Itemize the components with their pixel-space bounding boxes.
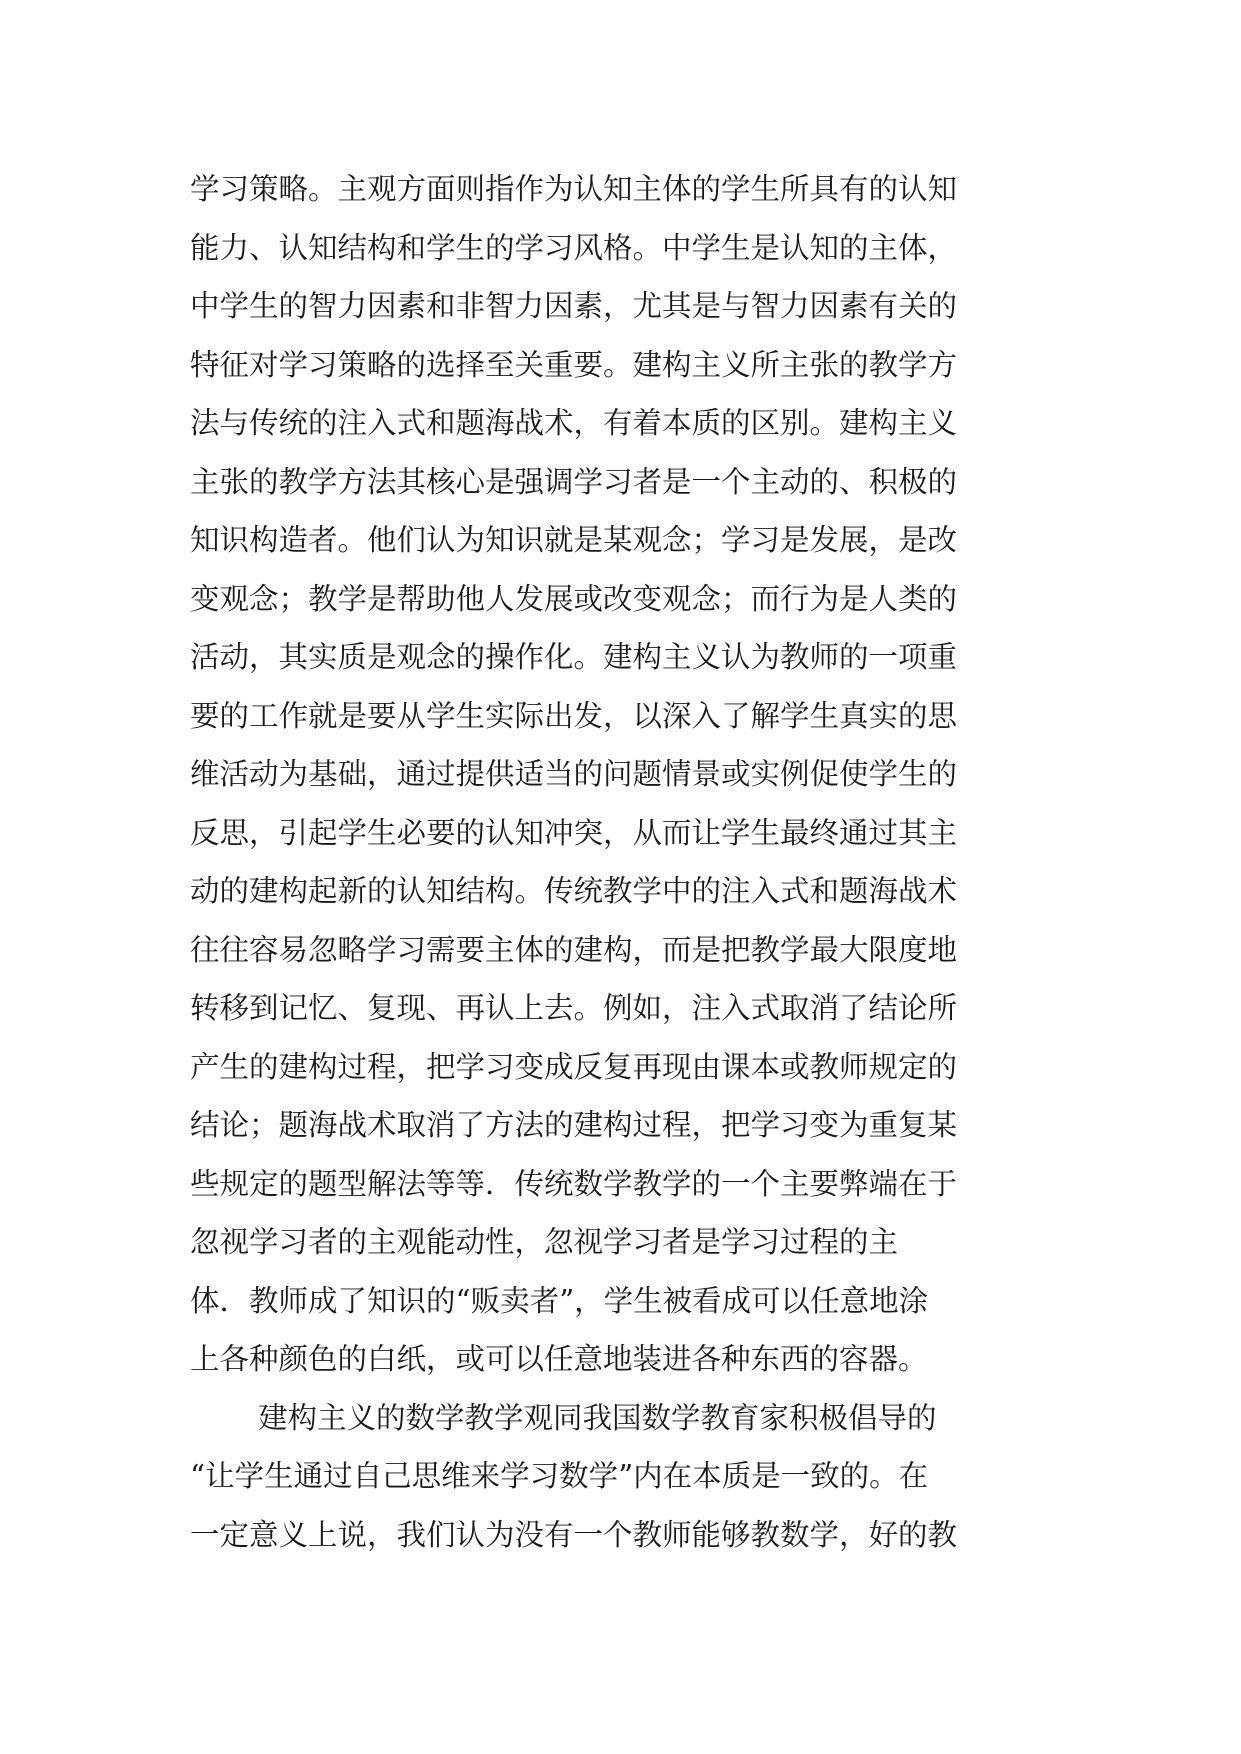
text-line: 上各种颜色的白纸，或可以任意地装进各种东西的容器。 <box>190 1342 928 1376</box>
text-line-indented: 建构主义的数学教学观同我国数学教育家积极倡导的 <box>258 1400 937 1435</box>
text-line: 特征对学习策略的选择至关重要。建构主义所主张的教学方 <box>190 347 958 382</box>
text-line: 一定意义上说，我们认为没有一个教师能够教数学，好的教 <box>190 1517 958 1552</box>
text-line: 活动，其实质是观念的操作化。建构主义认为教师的一项重 <box>190 640 958 674</box>
text-line: 动的建构起新的认知结构。传统教学中的注入式和题海战术 <box>190 874 958 908</box>
text-line: 些规定的题型解法等等．传统数学教学的一个主要弊端在于 <box>190 1166 958 1201</box>
text-line: 体．教师成了知识的“贩卖者”，学生被看成可以任意地涂 <box>190 1283 929 1318</box>
text-line: 中学生的智力因素和非智力因素，尤其是与智力因素有关的 <box>190 289 958 323</box>
text-line: “让学生通过自己思维来学习数学”内在本质是一致的。在 <box>190 1459 929 1493</box>
body-text <box>190 160 1060 1564</box>
text-line: 忽视学习者的主观能动性，忽视学习者是学习过程的主 <box>190 1225 899 1259</box>
text-line: 学习策略。主观方面则指作为认知主体的学生所具有的认知 <box>190 172 958 206</box>
text-line: 往往容易忽略学习需要主体的建构，而是把教学最大限度地 <box>190 932 958 967</box>
paragraph-2 <box>190 1389 1060 1565</box>
text-line: 反思，引起学生必要的认知冲突，从而让学生最终通过其主 <box>190 815 958 850</box>
text-line: 维活动为基础，通过提供适当的问题情景或实例促使学生的 <box>190 757 958 791</box>
text-line: 主张的教学方法其核心是强调学习者是一个主动的、积极的 <box>190 464 958 499</box>
text-line: 结论；题海战术取消了方法的建构过程，把学习变为重复某 <box>190 1108 958 1142</box>
text-line: 产生的建构过程，把学习变成反复再现由课本或教师规定的 <box>190 1049 958 1084</box>
text-line: 能力、认知结构和学生的学习风格。中学生是认知的主体， <box>190 230 958 265</box>
paragraph-1 <box>190 160 1060 1389</box>
text-line: 知识构造者。他们认为知识就是某观念；学习是发展，是改 <box>190 523 958 557</box>
text-line: 变观念；教学是帮助他人发展或改变观念；而行为是人类的 <box>190 581 958 616</box>
text-line: 要的工作就是要从学生实际出发，以深入了解学生真实的思 <box>190 698 958 733</box>
text-line: 转移到记忆、复现、再认上去。例如，注入式取消了结论所 <box>190 991 958 1025</box>
text-line: 法与传统的注入式和题海战术，有着本质的区别。建构主义 <box>190 406 958 440</box>
